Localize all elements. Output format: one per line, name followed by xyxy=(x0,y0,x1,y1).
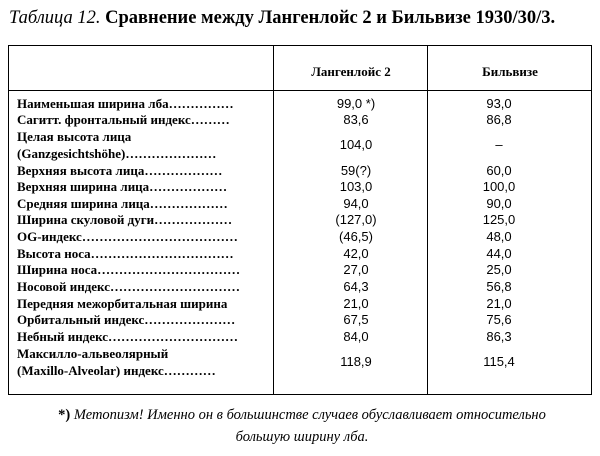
row-label xyxy=(17,279,275,296)
footnote xyxy=(8,404,596,448)
row-label-line: Верхняя ширина лица……………… xyxy=(17,179,228,194)
row-label xyxy=(17,296,275,313)
value-langenlois: 103,0 xyxy=(339,179,373,194)
value-langenlois: 99,0 *) xyxy=(336,96,376,111)
value-langenlois: (46,5) xyxy=(339,229,373,244)
row-label-line: Сагитт. фронтальный индекс……… xyxy=(17,112,230,127)
row-label xyxy=(17,262,275,279)
row-label xyxy=(17,329,275,346)
row-label xyxy=(17,212,275,229)
value-langenlois: (127,0) xyxy=(335,212,377,227)
value-bilvize: 86,8 xyxy=(486,112,512,127)
row-label xyxy=(17,246,275,263)
value-langenlois: 94,0 xyxy=(343,196,369,211)
row-label-line: Ширина носа…………………………… xyxy=(17,262,241,277)
value-langenlois: 67,5 xyxy=(343,312,369,327)
table-title-text: Сравнение между Лангенлойс 2 и Бильвизе 1930/30/3. xyxy=(105,8,556,28)
value-bilvize: 21,0 xyxy=(486,296,512,311)
value-langenlois: 27,0 xyxy=(343,262,369,277)
data-table xyxy=(8,45,592,395)
value-langenlois: 21,0 xyxy=(343,296,369,311)
value-bilvize: 56,8 xyxy=(486,279,512,294)
row-label-line: Носовой индекс………………………… xyxy=(17,279,240,294)
row-label-line: OG-индекс……………………………… xyxy=(17,229,238,244)
row-label xyxy=(17,163,275,180)
value-bilvize: 115,4 xyxy=(483,354,515,369)
row-label-line: (Maxillo-Alveolar) индекс………… xyxy=(17,362,216,378)
value-bilvize: 125,0 xyxy=(482,212,516,227)
value-bilvize: 90,0 xyxy=(486,196,512,211)
row-label xyxy=(17,346,275,379)
row-label xyxy=(17,179,275,196)
row-label xyxy=(17,129,275,162)
value-langenlois: 118,9 xyxy=(340,354,372,369)
row-label xyxy=(17,312,275,329)
row-label-line: Верхняя высота лица……………… xyxy=(17,163,223,178)
value-bilvize: 75,6 xyxy=(486,312,512,327)
table-caption: Таблица 12. xyxy=(9,8,101,28)
value-bilvize: 86,3 xyxy=(486,329,512,344)
row-label xyxy=(17,229,275,246)
value-langenlois: 42,0 xyxy=(343,246,369,261)
header-divider xyxy=(9,90,591,91)
row-label-line: Высота носа…………………………… xyxy=(17,246,234,261)
value-bilvize: 25,0 xyxy=(486,262,512,277)
value-bilvize: 100,0 xyxy=(482,179,516,194)
value-langenlois: 84,0 xyxy=(343,329,369,344)
header-langenlois: Лангенлойс 2 xyxy=(311,64,391,79)
value-bilvize: – xyxy=(495,137,503,152)
value-langenlois: 83,6 xyxy=(343,112,369,127)
row-label xyxy=(17,96,275,113)
row-label-line: Максилло-альвеолярный xyxy=(17,346,169,361)
footnote-line-1: Метопизм! Именно он в большинстве случаев обуславливает относительно xyxy=(73,407,546,423)
row-label-line: Орбитальный индекс………………… xyxy=(17,312,236,327)
value-langenlois: 59(?) xyxy=(340,163,372,178)
value-langenlois: 104,0 xyxy=(339,137,373,152)
footnote-line-2: большую ширину лба. xyxy=(235,429,369,445)
row-label-line: Ширина скуловой дуги……………… xyxy=(17,212,233,227)
value-bilvize: 93,0 xyxy=(486,96,512,111)
row-label-line: (Ganzgesichtshöhe)………………… xyxy=(17,145,217,161)
value-bilvize: 48,0 xyxy=(486,229,512,244)
header-bilvize: Бильвизе xyxy=(482,64,538,79)
table-title xyxy=(9,8,599,29)
row-label-line: Наименьшая ширина лба…………… xyxy=(17,96,234,111)
row-label xyxy=(17,112,275,129)
row-label-line: Средняя ширина лица……………… xyxy=(17,196,228,211)
row-label-line: Передняя межорбитальная ширина xyxy=(17,296,228,311)
row-label-line: Небный индекс………………………… xyxy=(17,329,239,344)
value-bilvize: 60,0 xyxy=(486,163,512,178)
row-label xyxy=(17,196,275,213)
footnote-marker: *) xyxy=(58,407,71,423)
value-langenlois: 64,3 xyxy=(343,279,369,294)
row-label-line: Целая высота лица xyxy=(17,129,132,144)
value-bilvize: 44,0 xyxy=(486,246,512,261)
